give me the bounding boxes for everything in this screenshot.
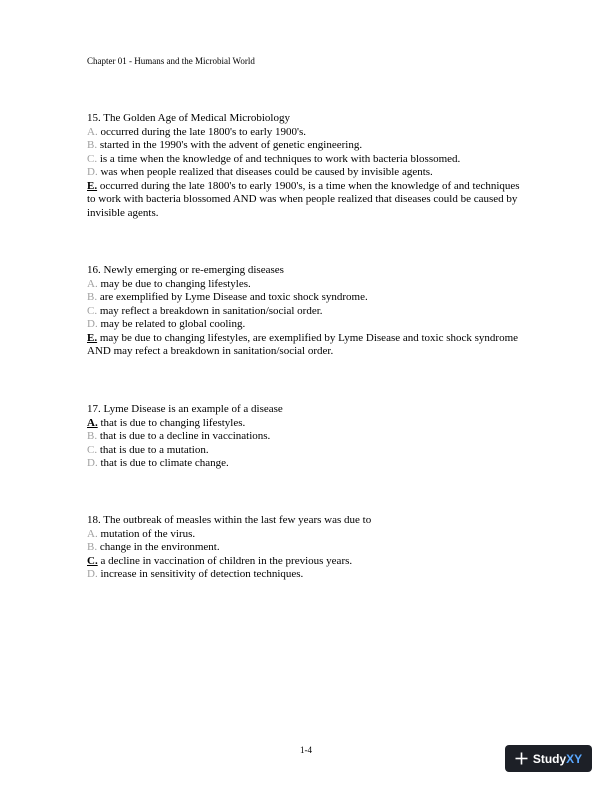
option-e-correct [87, 180, 529, 221]
correct-answer-letter: A. [87, 416, 98, 429]
option-b [87, 139, 529, 153]
chapter-header: Chapter 01 - Humans and the Microbial World [87, 56, 255, 66]
plus-icon [515, 752, 528, 765]
option-letter: B. [87, 541, 98, 553]
option-text: that is due to changing lifestyles. [100, 416, 246, 429]
badge-accent: XY [566, 751, 583, 766]
question-stem: 17. Lyme Disease is an example of a disease [87, 403, 283, 415]
option-letter: B. [87, 291, 98, 303]
option-text: may be related to global cooling. [100, 318, 246, 330]
option-c-correct [87, 555, 529, 569]
option-text: that is due to a decline in vaccinations. [99, 430, 271, 442]
option-letter: C. [87, 152, 98, 165]
option-e-correct [87, 332, 529, 359]
option-letter: A. [87, 527, 98, 540]
option-letter: D. [87, 318, 98, 330]
question-stem: 16. Newly emerging or re-emerging diseases [87, 264, 284, 276]
option-letter: D. [87, 166, 98, 178]
option-c [87, 153, 529, 167]
option-d [87, 568, 529, 582]
option-text: occurred during the late 1800's to early 1900's, is a time when the knowledge of and techniques to work with bacteria blossomed AND was when people realized that diseases could be caused by invisible agents. [87, 179, 520, 219]
correct-answer-letter: C. [87, 554, 98, 567]
option-d [87, 318, 529, 332]
option-d [87, 457, 529, 471]
option-letter: D. [87, 457, 98, 469]
question-17 [87, 403, 529, 471]
option-b [87, 541, 529, 555]
option-a [87, 126, 529, 140]
option-text: mutation of the virus. [100, 527, 196, 540]
option-letter: A. [87, 125, 98, 138]
option-text: is a time when the knowledge of and techniques to work with bacteria blossomed. [99, 152, 461, 165]
option-letter: B. [87, 139, 98, 151]
correct-answer-letter: E. [87, 331, 98, 344]
option-text: may reflect a breakdown in sanitation/social order. [99, 304, 323, 317]
option-text: increase in sensitivity of detection techniques. [100, 568, 304, 580]
option-text: may be due to changing lifestyles. [100, 277, 251, 290]
option-a [87, 528, 529, 542]
option-b [87, 430, 529, 444]
option-d [87, 166, 529, 180]
correct-answer-letter: E. [87, 179, 98, 192]
option-letter: C. [87, 304, 98, 317]
option-text: that is due to a mutation. [99, 443, 209, 456]
option-a [87, 278, 529, 292]
studyxy-badge[interactable] [505, 745, 592, 772]
option-text: may be due to changing lifestyles, are exemplified by Lyme Disease and toxic shock syndrome AND may refect a breakdown in sanitation/social order. [87, 331, 519, 357]
option-text: a decline in vaccination of children in the previous years. [100, 554, 353, 567]
question-15 [87, 112, 529, 220]
option-letter: C. [87, 443, 98, 456]
option-text: change in the environment. [99, 541, 220, 553]
option-letter: D. [87, 568, 98, 580]
option-letter: A. [87, 277, 98, 290]
option-text: are exemplified by Lyme Disease and toxic shock syndrome. [99, 291, 368, 303]
badge-brand: Study [532, 751, 567, 766]
question-stem: 18. The outbreak of measles within the last few years was due to [87, 514, 372, 526]
option-c [87, 305, 529, 319]
option-letter: B. [87, 430, 98, 442]
question-16 [87, 264, 529, 359]
option-text: started in the 1990's with the advent of genetic engineering. [99, 139, 363, 151]
option-text: that is due to climate change. [100, 457, 229, 469]
option-a-correct [87, 417, 529, 431]
option-c [87, 444, 529, 458]
option-text: was when people realized that diseases could be caused by invisible agents. [100, 166, 433, 178]
option-b [87, 291, 529, 305]
page-number: 1-4 [300, 745, 312, 755]
question-stem: 15. The Golden Age of Medical Microbiology [87, 112, 290, 124]
question-18 [87, 514, 529, 582]
option-text: occurred during the late 1800's to early 1900's. [100, 125, 307, 138]
